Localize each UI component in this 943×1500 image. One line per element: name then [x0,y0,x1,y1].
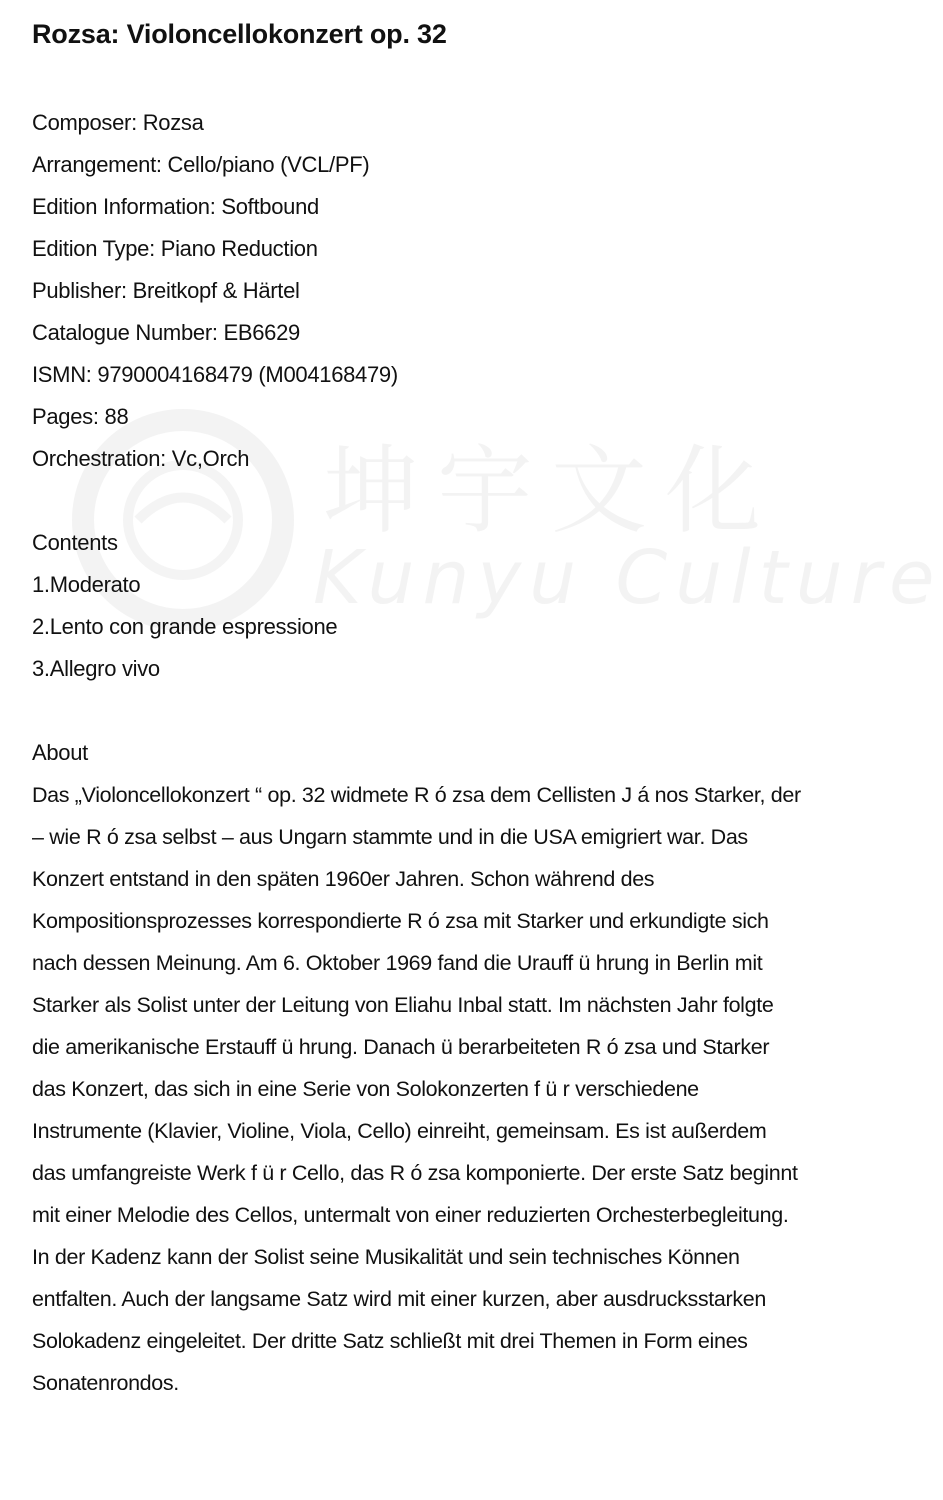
section-spacer [32,690,802,732]
detail-edition-type: Edition Type: Piano Reduction [32,236,318,261]
detail-arrangement: Arrangement: Cello/piano (VCL/PF) [32,152,370,177]
detail-catalogue-number: Catalogue Number: EB6629 [32,320,300,345]
contents-item: 3.Allegro vivo [32,656,160,681]
detail-composer: Composer: Rozsa [32,110,204,135]
detail-edition-information: Edition Information: Softbound [32,194,319,219]
watermark-latin-text: Kunyu Culture [313,535,943,621]
product-description [32,14,802,1404]
about-heading: About [32,740,88,765]
watermark-cjk-text: 坤宇文化 [323,435,779,547]
detail-pages: Pages: 88 [32,404,129,429]
contents-heading: Contents [32,530,118,555]
contents-item: 2.Lento con grande espressione [32,614,338,639]
detail-ismn: ISMN: 9790004168479 (M004168479) [32,362,398,387]
about-section [32,732,802,1404]
detail-publisher: Publisher: Breitkopf & Härtel [32,278,300,303]
contents-section [32,522,802,690]
detail-orchestration: Orchestration: Vc,Orch [32,446,250,471]
contents-item: 1.Moderato [32,572,141,597]
details-list [32,102,802,480]
section-spacer [32,480,802,522]
about-text: Das „Violoncellokonzert “ op. 32 widmete R ó zsa dem Cellisten J á nos Starker, der – wie R ó zsa selbst – aus Ungarn stammte und in die USA emigriert war. Das Konzert entstand in den späten 1960er Jahren. Schon während des Kompositionsprozesses korrespondierte R ó zsa mit Starker und erkundigte sich nach dessen Meinung. Am 6. Oktober 1969 fand die Urauff ü hrung in Berlin mit Starker als Solist unter der Leitung von Eliahu Inbal statt. Im nächsten Jahr folgte die amerikanische Erstauff ü hrung. Danach ü berarbeiteten R ó zsa und Starker das Konzert, das sich in eine Serie von Solokonzerten f ü r verschiedene Instrumente (Klavier, Violine, Viola, Cello) einreiht, gemeinsam. Es ist außerdem das umfangreiste Werk f ü r Cello, das R ó zsa komponierte. Der erste Satz beginnt mit einer Melodie des Cellos, untermalt von einer reduzierten Orchesterbegleitung. In der Kadenz kann der Solist seine Musikalität und sein technisches Können entfalten. Auch der langsame Satz wird mit einer kurzen, aber ausdrucksstarken Solokadenz eingeleitet. Der dritte Satz schließt mit drei Themen in Form eines Sonatenrondos. [32,783,801,1395]
page-title: Rozsa: Violoncellokonzert op. 32 [32,19,447,49]
